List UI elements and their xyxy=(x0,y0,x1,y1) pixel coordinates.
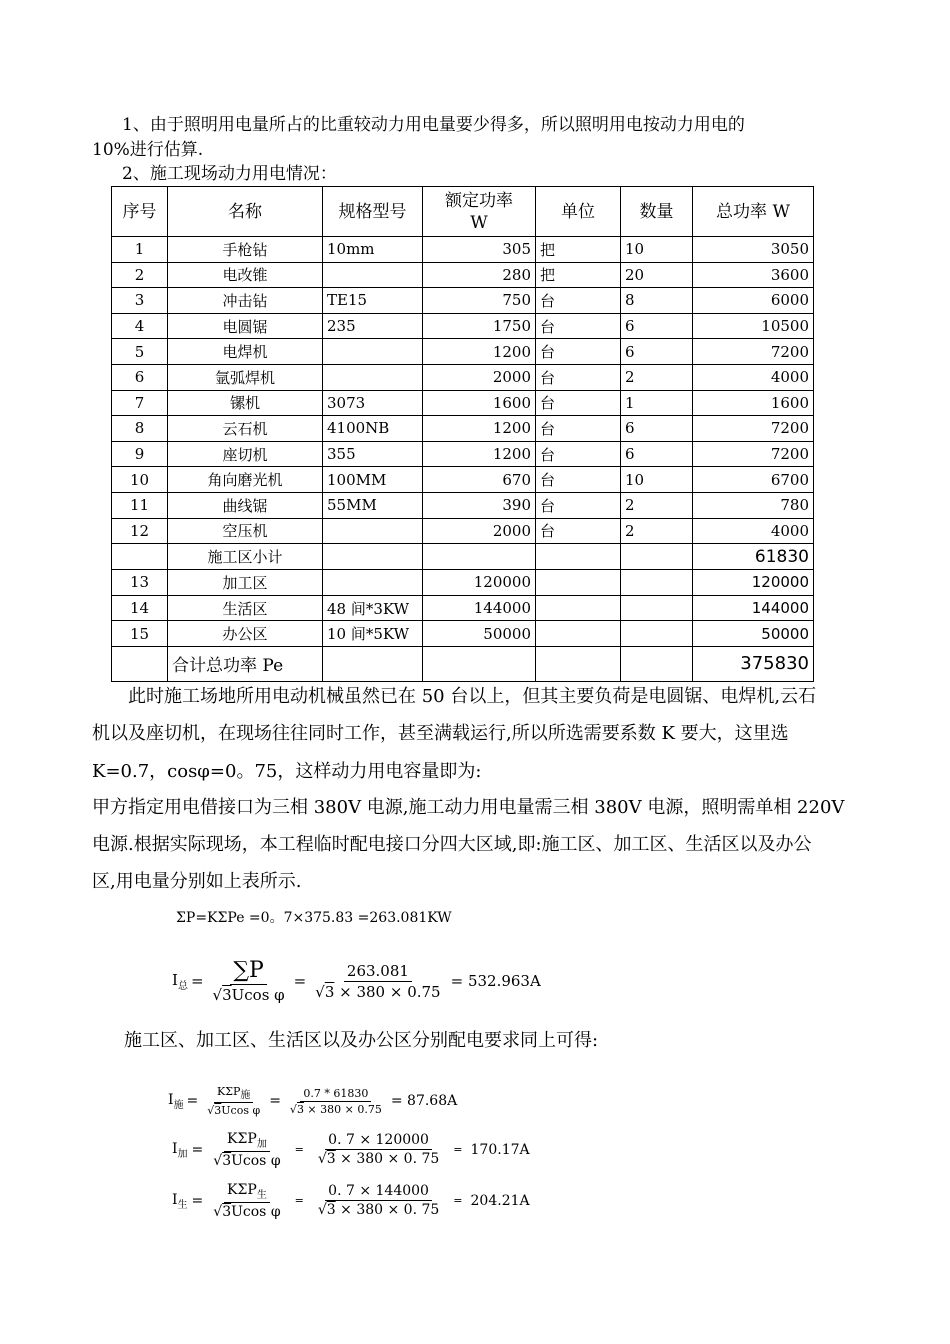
cell-power: 280 xyxy=(423,262,536,288)
cell-no: 14 xyxy=(112,595,168,621)
cell-unit: 把 xyxy=(536,262,621,288)
cell-spec xyxy=(323,570,423,596)
paragraph-2: 2、施工现场动力用电情况： xyxy=(122,164,337,184)
cell-unit: 台 xyxy=(536,467,621,493)
cell-unit: 台 xyxy=(536,518,621,544)
cell-spec: 3073 xyxy=(323,390,423,416)
paragraph-3-line-1: 此时施工场地所用电动机械虽然已在 50 台以上，但其主要负荷是电圆锯、电焊机,云石 xyxy=(128,686,817,707)
fraction-numeric: $\frac{0. 7 \times 120000}{√3 \times 380 \times 0. 75}$ xyxy=(317,1132,440,1168)
cell-no: 9 xyxy=(112,441,168,467)
cell-qty: 1 xyxy=(621,390,693,416)
cell-spec: 10 间*5KW xyxy=(323,621,423,647)
cell-empty xyxy=(621,544,693,570)
cell-name: 电圆锯 xyxy=(168,313,323,339)
cell-empty xyxy=(112,544,168,570)
cell-qty: 20 xyxy=(621,262,693,288)
cell-qty: 10 xyxy=(621,467,693,493)
paragraph-4-line-1: 甲方指定用电借接口为三相 380V 电源,施工动力用电量需三相 380V 电源，照明需单相 220V xyxy=(92,797,845,818)
cell-total: 3600 xyxy=(693,262,814,288)
cell-spec: 48 间*3KW xyxy=(323,595,423,621)
cell-power: 144000 xyxy=(423,595,536,621)
cell-unit: 台 xyxy=(536,390,621,416)
cell-no: 11 xyxy=(112,492,168,518)
cell-name: 电焊机 xyxy=(168,339,323,365)
paragraph-4-line-2: 电源.根据实际现场，本工程临时配电接口分四大区域,即:施工区、加工区、生活区以及办公 xyxy=(92,834,812,855)
cell-total: 10500 xyxy=(693,313,814,339)
cell-spec: 4100NB xyxy=(323,416,423,442)
cell-unit: 台 xyxy=(536,492,621,518)
formula-i-jia: $I_加$ = $\frac{K\Sigma P_加}{\text{√3Ucos φ}}$ = $\frac{0. 7 \times 120000}{√3 \times 380 \times 0. 75}$ = 170.17A xyxy=(172,1131,530,1169)
table-row xyxy=(112,595,814,621)
cell-name: 加工区 xyxy=(168,570,323,596)
cell-qty: 6 xyxy=(621,339,693,365)
cell-power: 390 xyxy=(423,492,536,518)
cell-no: 6 xyxy=(112,364,168,390)
header-power xyxy=(423,187,536,237)
cell-power: 1200 xyxy=(423,339,536,365)
grand-total-label: 合计总功率 Pe xyxy=(168,646,323,681)
header-name: 名称 xyxy=(168,187,323,237)
cell-unit: 台 xyxy=(536,288,621,314)
cell-power: 1600 xyxy=(423,390,536,416)
header-power-unit: W xyxy=(470,212,488,233)
cell-name: 冲击钻 xyxy=(168,288,323,314)
formula-i-shi: $I_施$ = $\frac{K\Sigma P_施}{\text{√3Ucos φ}}$ = $\frac{0.7 * 61830}{√3 \times 380 \times 0.75}$ = 87.68A xyxy=(168,1085,458,1118)
cell-spec: TE15 xyxy=(323,288,423,314)
cell-unit: 台 xyxy=(536,339,621,365)
cell-no: 13 xyxy=(112,570,168,596)
cell-unit xyxy=(536,570,621,596)
fraction-numeric: $\frac{0. 7 \times 144000}{√3 \times 380 \times 0. 75}$ xyxy=(317,1183,440,1219)
cell-empty xyxy=(536,646,621,681)
cell-spec: 235 xyxy=(323,313,423,339)
cell-power: 2000 xyxy=(423,518,536,544)
cell-no: 10 xyxy=(112,467,168,493)
cell-qty xyxy=(621,570,693,596)
cell-qty xyxy=(621,595,693,621)
cell-empty xyxy=(536,544,621,570)
formula-i-sheng: $I_生$ = $\frac{K\Sigma P_生}{\text{√3Ucos φ}}$ = $\frac{0. 7 \times 144000}{√3 \times 380 \times 0. 75}$ = 204.21A xyxy=(172,1182,530,1220)
lhs-symbol: $I_加$ xyxy=(172,1140,188,1160)
paragraph-4-line-3: 区,用电量分别如上表所示. xyxy=(92,871,302,892)
lhs-symbol: $I_总$ xyxy=(172,970,188,992)
paragraph-3-line-2: 机以及座切机，在现场往往同时工作，甚至满载运行,所以所选需要系数 K 要大，这里选 xyxy=(92,723,789,744)
paragraph-1-line-1: 1、由于照明用电量所占的比重较动力用电量要少得多，所以照明用电按动力用电的 xyxy=(122,115,745,135)
lhs-symbol: $I_生$ xyxy=(172,1191,188,1211)
paragraph-3-line-3: K=0.7，cosφ=0。75，这样动力用电容量即为: xyxy=(92,761,482,782)
cell-empty xyxy=(423,544,536,570)
cell-empty xyxy=(621,646,693,681)
cell-qty xyxy=(621,621,693,647)
cell-empty xyxy=(323,646,423,681)
table-row xyxy=(112,339,814,365)
cell-name: 生活区 xyxy=(168,595,323,621)
fraction-numeric: $\frac{263.081}{√3 \times 380 \times 0.75}$ xyxy=(315,961,441,1001)
grand-total-value: 375830 xyxy=(693,646,814,681)
header-qty: 数量 xyxy=(621,187,693,237)
table-row xyxy=(112,313,814,339)
fraction-symbolic: $\frac{K\Sigma P_加}{\text{√3Ucos φ}}$ xyxy=(213,1131,281,1169)
cell-power: 670 xyxy=(423,467,536,493)
cell-qty: 6 xyxy=(621,313,693,339)
cell-name: 云石机 xyxy=(168,416,323,442)
cell-total: 7200 xyxy=(693,441,814,467)
cell-qty: 2 xyxy=(621,364,693,390)
cell-power: 1200 xyxy=(423,416,536,442)
cell-no: 7 xyxy=(112,390,168,416)
lhs-symbol: $I_施$ xyxy=(168,1091,184,1111)
header-spec: 规格型号 xyxy=(323,187,423,237)
cell-qty: 8 xyxy=(621,288,693,314)
cell-name: 座切机 xyxy=(168,441,323,467)
result: = 532.963A xyxy=(450,972,541,990)
cell-power: 305 xyxy=(423,237,536,263)
paragraph-1-line-2: 10%进行估算. xyxy=(92,140,204,160)
cell-empty xyxy=(112,646,168,681)
cell-spec: 355 xyxy=(323,441,423,467)
cell-total: 7200 xyxy=(693,416,814,442)
cell-qty: 6 xyxy=(621,416,693,442)
cell-total: 50000 xyxy=(693,621,814,647)
cell-no: 4 xyxy=(112,313,168,339)
result: = 87.68A xyxy=(390,1093,458,1110)
cell-power: 120000 xyxy=(423,570,536,596)
cell-unit: 台 xyxy=(536,364,621,390)
formula-sum-p: ΣP=KΣPe =0。7×375.83 =263.081KW xyxy=(176,910,452,926)
cell-no: 5 xyxy=(112,339,168,365)
header-total: 总功率 W xyxy=(693,187,814,237)
cell-name: 办公区 xyxy=(168,621,323,647)
cell-empty xyxy=(423,646,536,681)
table-row xyxy=(112,237,814,263)
fraction-numeric: $\frac{0.7 * 61830}{√3 \times 380 \times 0.75}$ xyxy=(289,1086,382,1116)
fraction-symbolic: $\frac{K\Sigma P_生}{\text{√3Ucos φ}}$ xyxy=(213,1182,281,1220)
cell-unit: 台 xyxy=(536,441,621,467)
cell-no: 3 xyxy=(112,288,168,314)
cell-total: 6000 xyxy=(693,288,814,314)
cell-total: 1600 xyxy=(693,390,814,416)
cell-qty: 2 xyxy=(621,492,693,518)
cell-name: 手枪钻 xyxy=(168,237,323,263)
cell-spec xyxy=(323,364,423,390)
cell-empty xyxy=(323,544,423,570)
cell-qty: 10 xyxy=(621,237,693,263)
table-row xyxy=(112,518,814,544)
cell-name: 空压机 xyxy=(168,518,323,544)
cell-power: 1750 xyxy=(423,313,536,339)
result: 204.21A xyxy=(470,1192,530,1209)
fraction-symbolic: $\frac{K\Sigma P_施}{\text{√3Ucos φ}}$ xyxy=(207,1085,261,1118)
paragraph-5: 施工区、加工区、生活区以及办公区分别配电要求同上可得: xyxy=(124,1030,599,1051)
cell-spec: 100MM xyxy=(323,467,423,493)
table-row xyxy=(112,262,814,288)
cell-name: 角向磨光机 xyxy=(168,467,323,493)
cell-spec xyxy=(323,262,423,288)
cell-name: 镙机 xyxy=(168,390,323,416)
grand-total-row xyxy=(112,646,814,681)
cell-qty: 2 xyxy=(621,518,693,544)
cell-name: 氩弧焊机 xyxy=(168,364,323,390)
cell-total: 7200 xyxy=(693,339,814,365)
power-usage-table xyxy=(111,186,814,682)
cell-name: 曲线锯 xyxy=(168,492,323,518)
table-header-row xyxy=(112,187,814,237)
cell-total: 6700 xyxy=(693,467,814,493)
cell-no: 15 xyxy=(112,621,168,647)
cell-no: 2 xyxy=(112,262,168,288)
fraction-symbolic: $\frac{\sum P}{\text{√3Ucos φ}}$ xyxy=(212,958,285,1004)
cell-unit xyxy=(536,621,621,647)
subtotal-value: 61830 xyxy=(693,544,814,570)
table-row xyxy=(112,288,814,314)
header-unit: 单位 xyxy=(536,187,621,237)
cell-no: 8 xyxy=(112,416,168,442)
cell-total: 4000 xyxy=(693,364,814,390)
table-row xyxy=(112,570,814,596)
table-row xyxy=(112,416,814,442)
cell-unit: 台 xyxy=(536,313,621,339)
header-no: 序号 xyxy=(112,187,168,237)
subtotal-label: 施工区小计 xyxy=(168,544,323,570)
result: 170.17A xyxy=(470,1141,530,1158)
formula-i-total: $I_总$ = $\frac{\sum P}{\text{√3Ucos φ}}$ = $\frac{263.081}{√3 \times 380 \times 0.75}$ = 532.963A xyxy=(172,958,541,1004)
cell-total: 120000 xyxy=(693,570,814,596)
cell-unit xyxy=(536,595,621,621)
cell-power: 750 xyxy=(423,288,536,314)
cell-no: 12 xyxy=(112,518,168,544)
table-row xyxy=(112,467,814,493)
subtotal-row xyxy=(112,544,814,570)
cell-spec xyxy=(323,518,423,544)
table-row xyxy=(112,621,814,647)
cell-power: 2000 xyxy=(423,364,536,390)
table-row xyxy=(112,390,814,416)
cell-power: 1200 xyxy=(423,441,536,467)
table-row xyxy=(112,364,814,390)
cell-spec: 55MM xyxy=(323,492,423,518)
cell-total: 780 xyxy=(693,492,814,518)
cell-total: 3050 xyxy=(693,237,814,263)
table-row xyxy=(112,441,814,467)
cell-power: 50000 xyxy=(423,621,536,647)
cell-qty: 6 xyxy=(621,441,693,467)
cell-spec xyxy=(323,339,423,365)
cell-total: 144000 xyxy=(693,595,814,621)
cell-spec: 10mm xyxy=(323,237,423,263)
table-row xyxy=(112,492,814,518)
cell-no: 1 xyxy=(112,237,168,263)
cell-unit: 台 xyxy=(536,416,621,442)
cell-total: 4000 xyxy=(693,518,814,544)
cell-unit: 把 xyxy=(536,237,621,263)
header-power-label: 额定功率 xyxy=(445,190,513,211)
cell-name: 电改锥 xyxy=(168,262,323,288)
